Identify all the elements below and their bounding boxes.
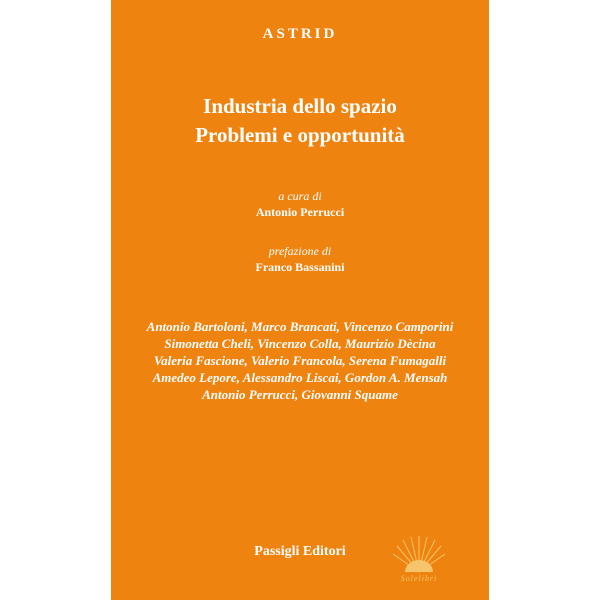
book-title <box>111 92 489 150</box>
series-name: ASTRID <box>262 26 338 42</box>
sun-logo-icon <box>391 530 447 590</box>
author-line: Simonetta Cheli, Vincenzo Colla, Maurizio Dècina <box>164 336 436 351</box>
book-cover <box>111 0 489 600</box>
sun-rays-icon <box>391 530 447 576</box>
title-line-2: Problemi e opportunità <box>195 123 405 147</box>
preface-block <box>111 243 489 275</box>
preface-name: Franco Bassanini <box>255 260 345 274</box>
logo-text: Solelibri <box>400 574 438 583</box>
editor-block <box>111 188 489 220</box>
author-list <box>111 318 489 403</box>
editor-name: Antonio Perrucci <box>255 205 345 219</box>
publisher-name: Passigli Editori <box>254 544 346 559</box>
author-line: Antonio Bartoloni, Marco Brancati, Vincenzo Camporini <box>146 319 454 334</box>
author-line: Valeria Fascione, Valerio Francola, Serena Fumagalli <box>153 353 447 368</box>
title-line-1: Industria dello spazio <box>203 94 397 118</box>
author-line: Antonio Perrucci, Giovanni Squame <box>202 387 398 402</box>
author-line: Amedeo Lepore, Alessandro Liscai, Gordon A. Mensah <box>152 370 448 385</box>
editor-role: a cura di <box>278 189 322 203</box>
preface-role: prefazione di <box>268 244 332 258</box>
